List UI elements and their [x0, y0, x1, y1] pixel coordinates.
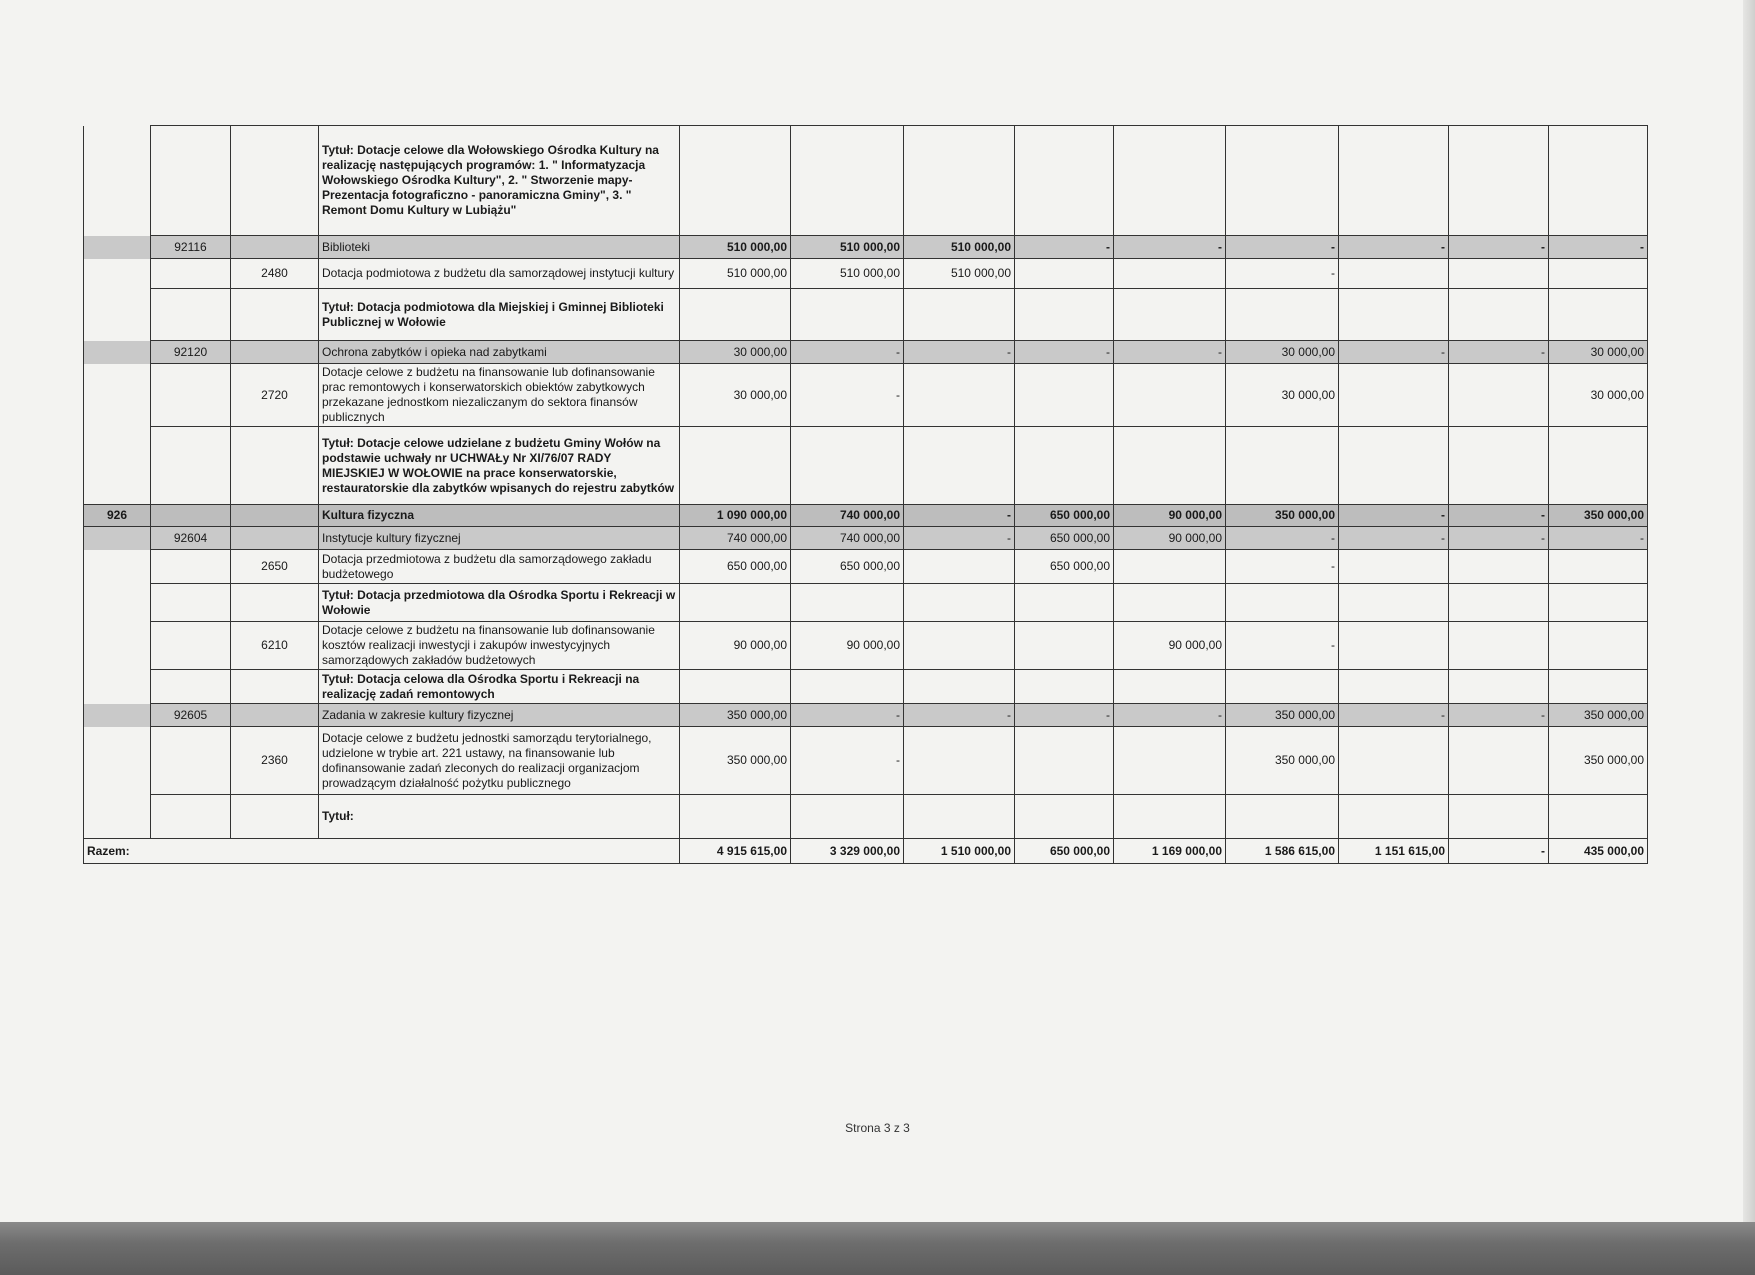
amount-cell	[791, 584, 904, 622]
amount-cell: 350 000,00	[1549, 704, 1648, 727]
amount-cell: -	[1226, 550, 1339, 584]
amount-cell	[1339, 259, 1449, 289]
amount-cell: 350 000,00	[1226, 505, 1339, 527]
amount-cell	[904, 727, 1015, 795]
description-cell: Dotacje celowe z budżetu na finansowanie lub dofinansowanie prac remontowych i konserwatorskich obiektów zabytkowych przekazane jednostkom niezaliczanym do sektora finansów publicznych	[319, 364, 680, 427]
table-row	[84, 584, 1648, 622]
table-row	[84, 341, 1648, 364]
amount-cell	[1449, 622, 1549, 670]
rozdzial-cell	[151, 550, 231, 584]
title-cell: Tytuł: Dotacje celowe udzielane z budżetu Gminy Wołów na podstawie uchwały nr UCHWAŁy Nr XI/76/07 RADY MIEJSKIEJ W WOŁOWIE na prace konserwatorskie, restauratorskie dla zabytków wpisanych do rejestru zabytków	[319, 427, 680, 505]
paragraf-cell: 2720	[231, 364, 319, 427]
dzial-cell	[84, 341, 151, 364]
amount-cell	[1549, 550, 1648, 584]
amount-cell: -	[1339, 527, 1449, 550]
amount-cell: -	[1114, 341, 1226, 364]
amount-cell: -	[1339, 505, 1449, 527]
table-row	[84, 505, 1648, 527]
amount-cell	[1015, 584, 1114, 622]
amount-cell: 650 000,00	[1015, 505, 1114, 527]
amount-cell: 510 000,00	[680, 259, 791, 289]
table-row	[84, 550, 1648, 584]
description-cell: Dotacja podmiotowa z budżetu dla samorządowej instytucji kultury	[319, 259, 680, 289]
description-cell: Dotacje celowe z budżetu jednostki samorządu terytorialnego, udzielone w trybie art. 221 ustawy, na finansowanie lub dofinansowanie zadań zleconych do realizacji organizacjom prowadzącym działalność pożytku publicznego	[319, 727, 680, 795]
table-row	[84, 236, 1648, 259]
rozdzial-cell	[151, 727, 231, 795]
title-cell: Tytuł: Dotacja podmiotowa dla Miejskiej i Gminnej Biblioteki Publicznej w Wołowie	[319, 289, 680, 341]
amount-cell	[1015, 364, 1114, 427]
amount-cell: 90 000,00	[791, 622, 904, 670]
amount-cell	[1114, 259, 1226, 289]
amount-cell: -	[791, 364, 904, 427]
amount-cell	[904, 622, 1015, 670]
amount-cell: 740 000,00	[791, 527, 904, 550]
amount-cell: -	[1549, 527, 1648, 550]
table-row	[84, 364, 1648, 427]
amount-cell	[791, 670, 904, 704]
amount-cell	[1449, 550, 1549, 584]
paragraf-cell	[231, 670, 319, 704]
rozdzial-cell: 92605	[151, 704, 231, 727]
title-cell: Tytuł: Dotacja celowa dla Ośrodka Sportu i Rekreacji na realizację zadań remontowych	[319, 670, 680, 704]
amount-cell: -	[1449, 527, 1549, 550]
dzial-cell	[84, 289, 151, 341]
amount-cell	[1114, 584, 1226, 622]
amount-cell	[1226, 289, 1339, 341]
total-amount: 1 151 615,00	[1339, 839, 1449, 864]
amount-cell: -	[1549, 236, 1648, 259]
amount-cell	[1226, 584, 1339, 622]
amount-cell	[1339, 670, 1449, 704]
amount-cell	[1339, 126, 1449, 236]
amount-cell	[904, 427, 1015, 505]
table-row	[84, 126, 1648, 236]
table-row	[84, 795, 1648, 839]
amount-cell	[1339, 795, 1449, 839]
table-row	[84, 527, 1648, 550]
description-cell: Dotacje celowe z budżetu na finansowanie lub dofinansowanie kosztów realizacji inwestycji i zakupów inwestycyjnych samorządowych zakładów budżetowych	[319, 622, 680, 670]
amount-cell	[1449, 364, 1549, 427]
dzial-cell	[84, 584, 151, 622]
budget-table	[83, 125, 1648, 864]
table-row	[84, 670, 1648, 704]
amount-cell: -	[904, 505, 1015, 527]
amount-cell	[904, 126, 1015, 236]
amount-cell: -	[1015, 341, 1114, 364]
total-amount: 435 000,00	[1549, 839, 1648, 864]
amount-cell	[1339, 584, 1449, 622]
amount-cell	[1449, 670, 1549, 704]
amount-cell	[1449, 584, 1549, 622]
amount-cell	[1015, 259, 1114, 289]
rozdzial-cell	[151, 289, 231, 341]
amount-cell	[1549, 795, 1648, 839]
amount-cell	[680, 584, 791, 622]
rozdzial-cell	[151, 670, 231, 704]
amount-cell	[1114, 727, 1226, 795]
amount-cell	[1549, 622, 1648, 670]
amount-cell: -	[1226, 259, 1339, 289]
amount-cell: -	[1449, 505, 1549, 527]
paragraf-cell	[231, 527, 319, 550]
amount-cell: 30 000,00	[1549, 341, 1648, 364]
amount-cell: 740 000,00	[680, 527, 791, 550]
paragraf-cell: 6210	[231, 622, 319, 670]
title-cell: Tytuł: Dotacja przedmiotowa dla Ośrodka Sportu i Rekreacji w Wołowie	[319, 584, 680, 622]
rozdzial-cell	[151, 126, 231, 236]
amount-cell: 350 000,00	[1549, 727, 1648, 795]
rozdzial-cell	[151, 584, 231, 622]
paragraf-cell	[231, 584, 319, 622]
paragraf-cell: 2360	[231, 727, 319, 795]
paragraf-cell	[231, 427, 319, 505]
amount-cell	[1339, 550, 1449, 584]
total-amount: 4 915 615,00	[680, 839, 791, 864]
table-row	[84, 259, 1648, 289]
amount-cell: 510 000,00	[791, 236, 904, 259]
amount-cell	[1449, 126, 1549, 236]
amount-cell: 30 000,00	[680, 364, 791, 427]
amount-cell	[791, 795, 904, 839]
dzial-cell	[84, 126, 151, 236]
amount-cell: -	[904, 527, 1015, 550]
paragraf-cell	[231, 704, 319, 727]
amount-cell	[1114, 550, 1226, 584]
amount-cell	[1549, 427, 1648, 505]
total-amount: 1 169 000,00	[1114, 839, 1226, 864]
amount-cell: 90 000,00	[1114, 527, 1226, 550]
rozdzial-cell	[151, 622, 231, 670]
amount-cell: -	[904, 704, 1015, 727]
amount-cell: 350 000,00	[1226, 704, 1339, 727]
amount-cell: 30 000,00	[1549, 364, 1648, 427]
amount-cell: 650 000,00	[791, 550, 904, 584]
amount-cell	[1114, 427, 1226, 505]
amount-cell	[1015, 126, 1114, 236]
paragraf-cell	[231, 289, 319, 341]
table-row	[84, 727, 1648, 795]
amount-cell: -	[1226, 236, 1339, 259]
amount-cell	[680, 126, 791, 236]
amount-cell	[1549, 584, 1648, 622]
amount-cell	[1449, 427, 1549, 505]
amount-cell	[1549, 289, 1648, 341]
dzial-cell	[84, 550, 151, 584]
amount-cell: -	[1339, 341, 1449, 364]
amount-cell	[1549, 670, 1648, 704]
amount-cell: -	[791, 341, 904, 364]
amount-cell: -	[1015, 704, 1114, 727]
total-row	[84, 839, 1648, 864]
amount-cell	[904, 670, 1015, 704]
amount-cell	[1114, 289, 1226, 341]
description-cell: Zadania w zakresie kultury fizycznej	[319, 704, 680, 727]
dzial-cell	[84, 527, 151, 550]
amount-cell: 350 000,00	[1549, 505, 1648, 527]
dzial-cell: 926	[84, 505, 151, 527]
amount-cell	[1449, 727, 1549, 795]
description-cell: Kultura fizyczna	[319, 505, 680, 527]
amount-cell	[904, 795, 1015, 839]
total-amount: -	[1449, 839, 1549, 864]
description-cell: Dotacja przedmiotowa z budżetu dla samorządowego zakładu budżetowego	[319, 550, 680, 584]
rozdzial-cell	[151, 505, 231, 527]
title-cell: Tytuł:	[319, 795, 680, 839]
amount-cell: -	[791, 727, 904, 795]
amount-cell: 90 000,00	[1114, 622, 1226, 670]
amount-cell	[904, 364, 1015, 427]
amount-cell	[904, 289, 1015, 341]
dzial-cell	[84, 622, 151, 670]
amount-cell: 510 000,00	[904, 259, 1015, 289]
scanner-edge	[0, 1222, 1755, 1275]
amount-cell	[1549, 126, 1648, 236]
amount-cell	[791, 289, 904, 341]
amount-cell: 510 000,00	[791, 259, 904, 289]
paragraf-cell	[231, 505, 319, 527]
amount-cell: 650 000,00	[1015, 550, 1114, 584]
amount-cell	[1114, 795, 1226, 839]
total-amount: 1 586 615,00	[1226, 839, 1339, 864]
amount-cell: -	[1339, 236, 1449, 259]
table-row	[84, 622, 1648, 670]
amount-cell	[1015, 727, 1114, 795]
rozdzial-cell: 92604	[151, 527, 231, 550]
dzial-cell	[84, 795, 151, 839]
amount-cell	[1015, 289, 1114, 341]
amount-cell: -	[1015, 236, 1114, 259]
total-amount: 1 510 000,00	[904, 839, 1015, 864]
amount-cell: 740 000,00	[791, 505, 904, 527]
amount-cell: -	[904, 341, 1015, 364]
amount-cell	[680, 795, 791, 839]
amount-cell	[1114, 364, 1226, 427]
amount-cell	[1339, 727, 1449, 795]
amount-cell	[1549, 259, 1648, 289]
amount-cell	[1339, 364, 1449, 427]
table-row	[84, 704, 1648, 727]
amount-cell	[1449, 289, 1549, 341]
amount-cell	[791, 126, 904, 236]
amount-cell: -	[1449, 236, 1549, 259]
total-amount: 650 000,00	[1015, 839, 1114, 864]
paragraf-cell: 2480	[231, 259, 319, 289]
rozdzial-cell	[151, 259, 231, 289]
dzial-cell	[84, 236, 151, 259]
dzial-cell	[84, 704, 151, 727]
amount-cell	[680, 670, 791, 704]
amount-cell: 90 000,00	[680, 622, 791, 670]
table-row	[84, 427, 1648, 505]
paragraf-cell: 2650	[231, 550, 319, 584]
rozdzial-cell	[151, 364, 231, 427]
rozdzial-cell: 92116	[151, 236, 231, 259]
rozdzial-cell	[151, 427, 231, 505]
amount-cell	[1015, 670, 1114, 704]
amount-cell: -	[1449, 704, 1549, 727]
amount-cell	[1339, 289, 1449, 341]
total-amount: 3 329 000,00	[791, 839, 904, 864]
amount-cell: 650 000,00	[1015, 527, 1114, 550]
amount-cell	[1226, 795, 1339, 839]
amount-cell	[1449, 795, 1549, 839]
paragraf-cell	[231, 126, 319, 236]
description-cell: Biblioteki	[319, 236, 680, 259]
amount-cell: 90 000,00	[1114, 505, 1226, 527]
amount-cell	[904, 584, 1015, 622]
amount-cell: 1 090 000,00	[680, 505, 791, 527]
paragraf-cell	[231, 341, 319, 364]
table-row	[84, 289, 1648, 341]
amount-cell	[680, 427, 791, 505]
total-label: Razem:	[84, 839, 680, 864]
amount-cell	[791, 427, 904, 505]
amount-cell: 650 000,00	[680, 550, 791, 584]
amount-cell: 30 000,00	[680, 341, 791, 364]
dzial-cell	[84, 427, 151, 505]
rozdzial-cell: 92120	[151, 341, 231, 364]
amount-cell	[1339, 427, 1449, 505]
amount-cell: -	[1449, 341, 1549, 364]
amount-cell	[680, 289, 791, 341]
amount-cell: 350 000,00	[680, 727, 791, 795]
amount-cell	[1114, 126, 1226, 236]
dzial-cell	[84, 364, 151, 427]
amount-cell	[1015, 427, 1114, 505]
paragraf-cell	[231, 795, 319, 839]
amount-cell: -	[1226, 527, 1339, 550]
amount-cell: -	[791, 704, 904, 727]
amount-cell: 350 000,00	[1226, 727, 1339, 795]
amount-cell: 510 000,00	[904, 236, 1015, 259]
amount-cell: -	[1114, 236, 1226, 259]
scan-shadow	[1743, 0, 1755, 1222]
rozdzial-cell	[151, 795, 231, 839]
amount-cell	[904, 550, 1015, 584]
description-cell: Instytucje kultury fizycznej	[319, 527, 680, 550]
amount-cell: -	[1226, 622, 1339, 670]
page-number: Strona 3 z 3	[845, 1121, 910, 1135]
amount-cell: 30 000,00	[1226, 364, 1339, 427]
description-cell: Ochrona zabytków i opieka nad zabytkami	[319, 341, 680, 364]
amount-cell: 510 000,00	[680, 236, 791, 259]
dzial-cell	[84, 727, 151, 795]
amount-cell	[1226, 670, 1339, 704]
amount-cell	[1226, 126, 1339, 236]
paragraf-cell	[231, 236, 319, 259]
amount-cell	[1015, 622, 1114, 670]
amount-cell	[1339, 622, 1449, 670]
amount-cell	[1449, 259, 1549, 289]
amount-cell	[1015, 795, 1114, 839]
amount-cell	[1114, 670, 1226, 704]
dzial-cell	[84, 670, 151, 704]
dzial-cell	[84, 259, 151, 289]
amount-cell: -	[1114, 704, 1226, 727]
amount-cell: 30 000,00	[1226, 341, 1339, 364]
amount-cell: -	[1339, 704, 1449, 727]
amount-cell	[1226, 427, 1339, 505]
amount-cell: 350 000,00	[680, 704, 791, 727]
title-cell: Tytuł: Dotacje celowe dla Wołowskiego Ośrodka Kultury na realizację następujących programów: 1. " Informatyzacja Wołowskiego Ośrodka Kultury", 2. " Stworzenie mapy- Prezentacja fotograficzno - panoramiczna Gminy", 3. " Remont Domu Kultury w Lubiążu"	[319, 126, 680, 236]
